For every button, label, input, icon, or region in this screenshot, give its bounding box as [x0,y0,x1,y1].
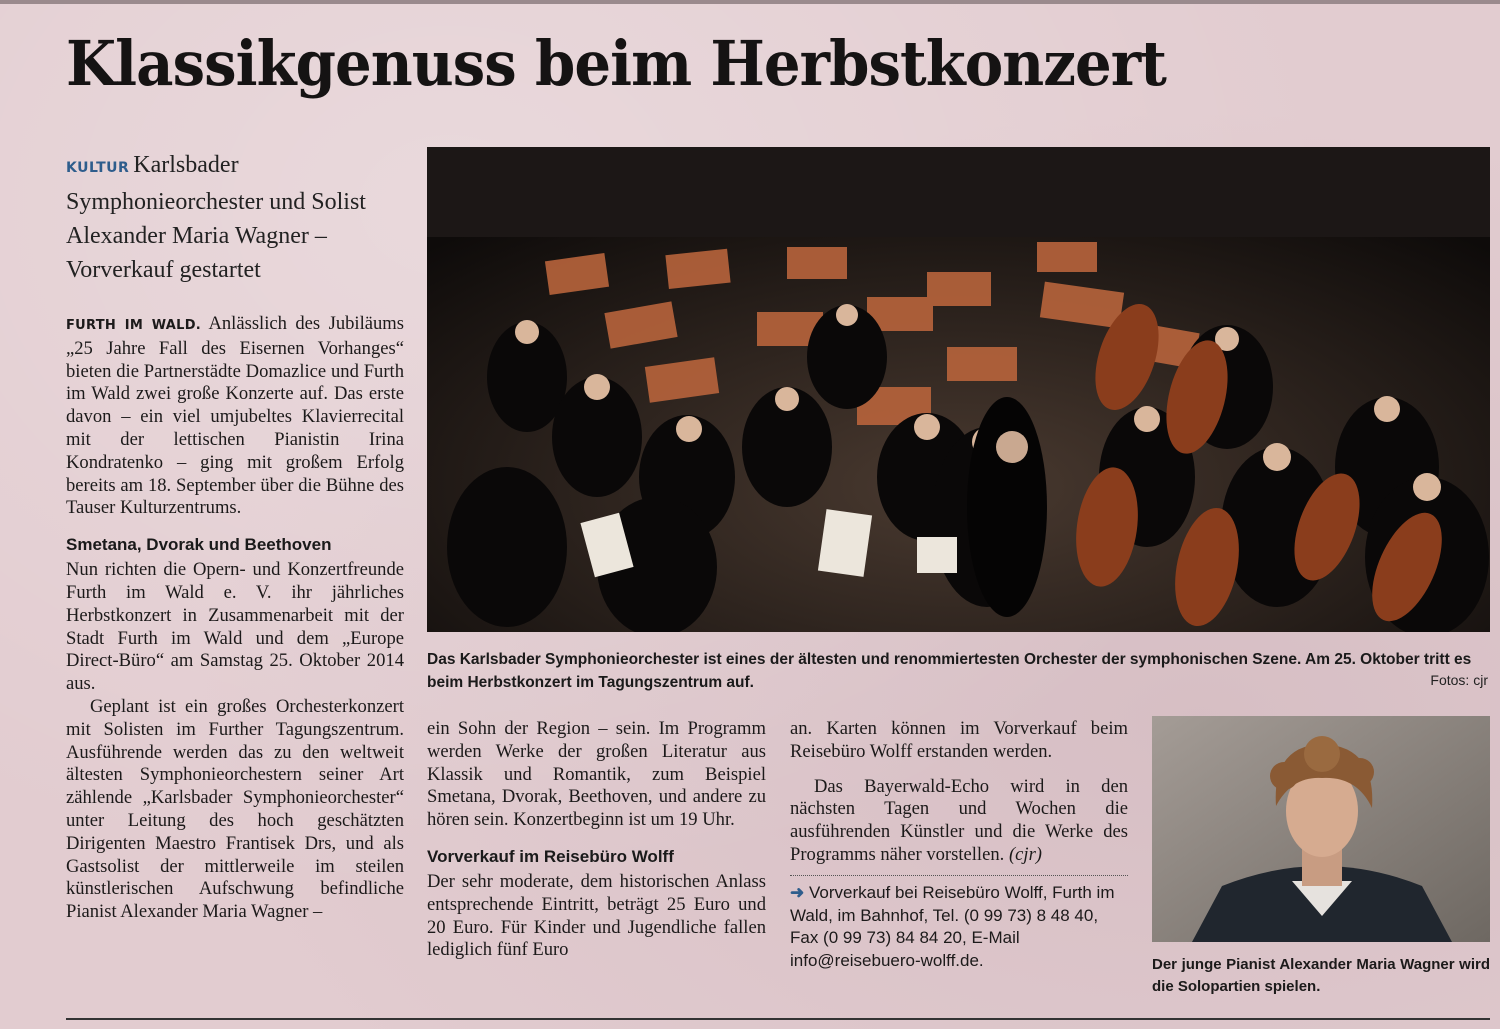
subheading-vorverkauf: Vorverkauf im Reisebüro Wolff [427,846,674,866]
article-column-2 [427,718,766,962]
dotted-divider [790,875,1128,876]
portrait-caption: Der junge Pianist Alexander Maria Wagner wird die Solopartien spielen. [1152,956,1490,995]
column-2-paragraph-2: Der sehr moderate, dem historischen Anlass entsprechende Eintritt, beträgt 25 Euro und 20 Euro. Für Kinder und Jugendliche fallen lediglich fünf Euro [427,870,766,961]
orchestra-illustration [427,147,1490,632]
author-signature: (cjr) [1008,843,1042,865]
article-column-3 [790,718,1128,973]
photo-credit: Fotos: cjr [1430,672,1488,688]
top-edge [0,0,1500,4]
photo-caption: Das Karlsbader Symphonieorchester ist eines der ältesten und renommiertesten Orchester der symphonischen Szene. Am 25. Oktober tritt es beim Herbstkonzert im Tagungszentrum auf. [427,651,1472,691]
column-2-paragraph-1: ein Sohn der Region – sein. Im Programm werden Werke der großen Literatur aus Klassik und Romantik, zum Beispiel Smetana, Dvorak, Beethoven, und andere zu hören sein. Konzertbeginn ist um 19 Uhr. [427,718,766,831]
section-kicker: KULTUR [66,160,130,176]
teaser-text: Karlsbader Symphonieorchester und Solist Alexander Maria Wagner – Vorverkauf gestartet [66,152,366,283]
dateline: FURTH IM WALD. [66,318,202,333]
bottom-rule [66,1018,1490,1020]
column-3-paragraph-1: an. Karten können im Vorverkauf beim Reisebüro Wolff erstanden werden. [790,718,1128,762]
column-3-paragraph-2 [790,776,1128,867]
orchestra-photo [427,147,1490,632]
pianist-portrait-photo [1152,716,1490,942]
paragraph-1 [66,313,404,520]
paragraph-3: Geplant ist ein großes Orchesterkonzert mit Solisten im Further Tagungszentrum. Ausführende werden das zu den weltweit ältesten Symphonieorchestern seiner Art zählende „Karlsbader Symphonieorchester“ unter Leitung des hoch geschätzten Dirigenten Maestro Frantisek Drs, und als Gastsolist der mittlerweile im steilen künstlerischen Aufschwung befindliche Pianist Alexander Maria Wagner – [66,695,404,923]
teaser [66,148,406,287]
headline: Klassikgenuss beim Herbstkonzert [66,27,1166,100]
ticket-info [790,882,1128,973]
subheading-smetana: Smetana, Dvorak und Beethoven [66,535,332,555]
paragraph-1-text: Anlässlich des Jubiläums „25 Jahre Fall des Eisernen Vorhanges“ bieten die Partnerstädte Domazlice und Furth im Wald zwei große Konzerte auf. Das erste davon – ein viel umjubeltes Klavierrecital mit der lettischen Pianistin Irina Kondratenko – ging mit großem Erfolg bereits am 18. September über die Bühne des Tauser Kulturzentrums. [66,313,404,519]
column-3-paragraph-2-text: Das Bayerwald-Echo wird in den nächsten Tagen und Wochen die ausführenden Künstler und die Werke des Programms näher vorstellen. [790,775,1128,865]
pianist-illustration [1152,716,1490,942]
ticket-info-text: Vorverkauf bei Reisebüro Wolff, Furth im Wald, im Bahnhof, Tel. (0 99 73) 8 48 40, Fax (0 99 73) 84 84 20, E-Mail info@reisebuero-wolff.de. [790,882,1115,971]
article-column-1 [66,313,404,924]
arrow-icon: ➜ [790,882,805,902]
paragraph-2: Nun richten die Opern- und Konzertfreunde Furth im Wald e. V. ihr jährliches Herbstkonzert in Zusammenarbeit mit der Stadt Furth im Wald und dem „Europe Direct-Büro“ am Samstag 25. Oktober 2014 aus. [66,559,404,695]
